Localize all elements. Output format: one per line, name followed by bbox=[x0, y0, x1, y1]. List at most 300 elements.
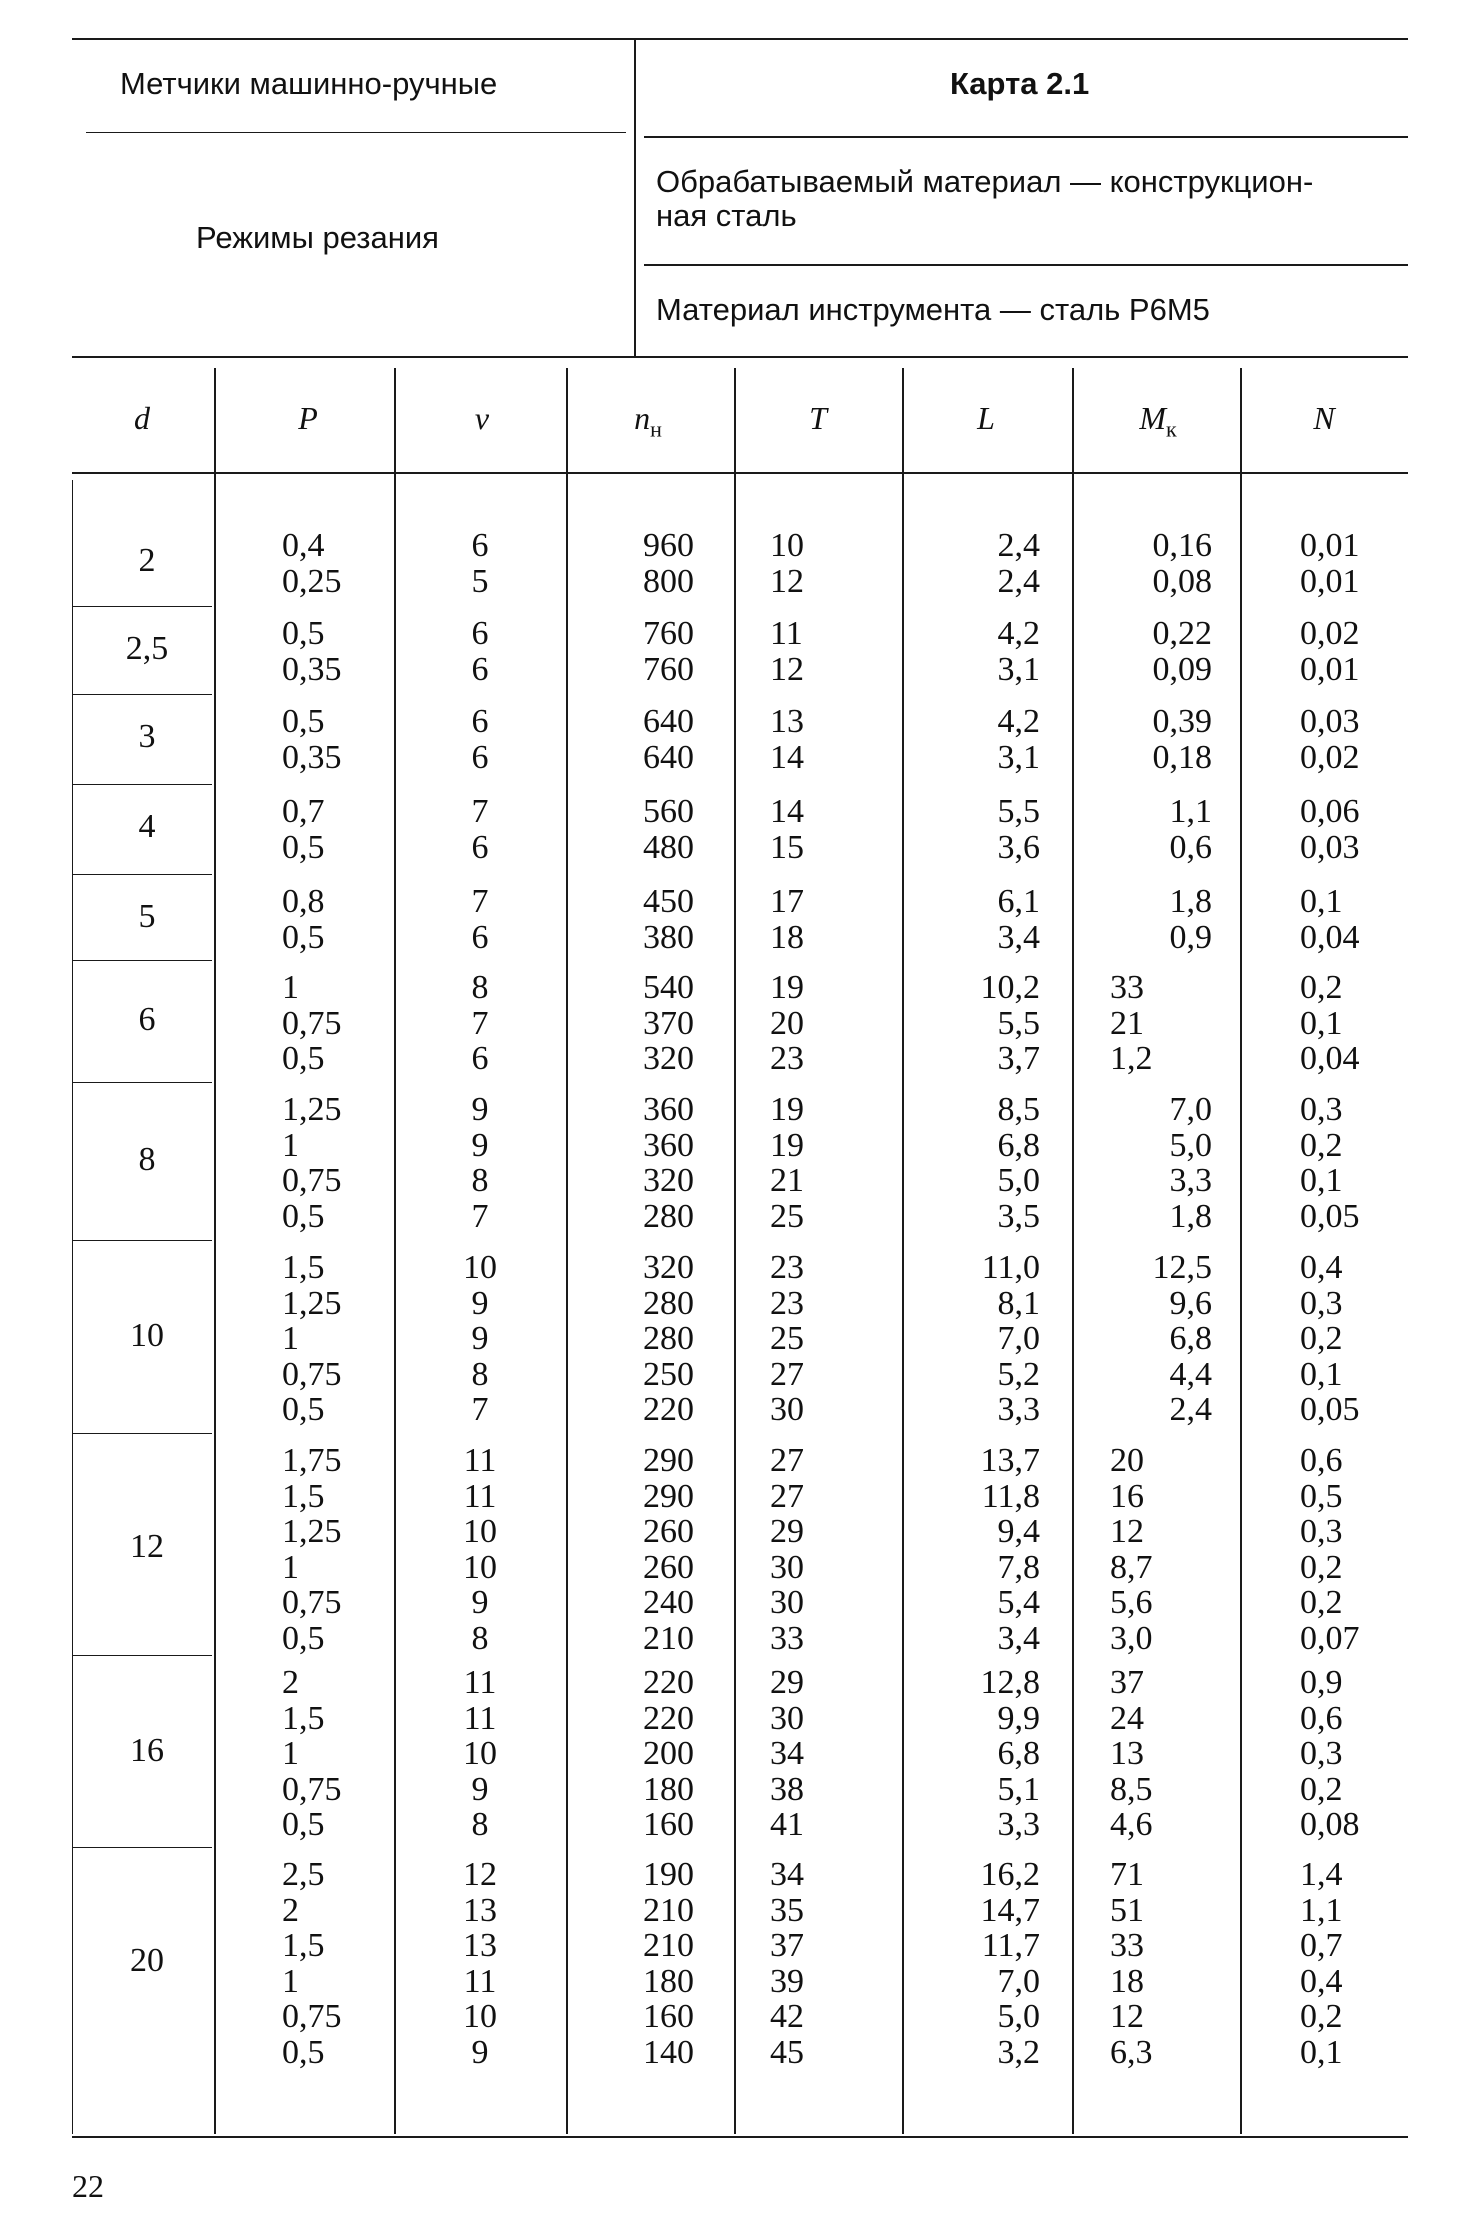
col-head-m-base: M bbox=[1139, 400, 1166, 436]
cell-value: 1,5 bbox=[282, 1477, 325, 1515]
cell-value: 9 bbox=[471, 1584, 489, 1621]
cell-value: 33 bbox=[770, 1619, 804, 1657]
cell-v bbox=[440, 1665, 520, 1843]
cell-value: 8,5 bbox=[1110, 1770, 1153, 1808]
cell-value: 3,0 bbox=[1110, 1619, 1153, 1657]
cell-value: 8 bbox=[471, 969, 489, 1006]
cell-value: 10,2 bbox=[980, 969, 1040, 1006]
row-group-separator bbox=[72, 1433, 212, 1434]
cell-value: 0,6 bbox=[1169, 828, 1212, 866]
cell-value: 160 bbox=[643, 1998, 694, 2035]
cell-value: 6 bbox=[471, 703, 489, 740]
cell-value: 0,2 bbox=[1300, 1770, 1343, 1808]
cell-value: 14,7 bbox=[980, 1891, 1040, 1929]
cell-value: 9 bbox=[471, 1320, 489, 1357]
col-head-T: T bbox=[809, 400, 827, 436]
cell-value: 6 bbox=[471, 527, 489, 564]
cell-value: 11,7 bbox=[981, 1927, 1040, 1964]
cell-value: 4,2 bbox=[997, 615, 1040, 652]
cell-value: 760 bbox=[643, 650, 694, 688]
cell-value: 0,2 bbox=[1300, 1548, 1343, 1586]
cell-value: 1 bbox=[282, 1126, 299, 1164]
cell-L bbox=[940, 1092, 1040, 1234]
cell-T bbox=[770, 1250, 860, 1428]
cell-T bbox=[770, 528, 860, 599]
cell-value: 9 bbox=[471, 1284, 489, 1322]
cell-value: 34 bbox=[770, 1856, 804, 1893]
col-line-4 bbox=[734, 368, 736, 2134]
tool-title: Метчики машинно-ручные bbox=[120, 66, 498, 101]
cell-value: 2 bbox=[282, 1891, 299, 1929]
cell-n bbox=[604, 1665, 694, 1843]
cell-value: 30 bbox=[770, 1699, 804, 1737]
cell-value: 42 bbox=[770, 1998, 804, 2035]
cell-value: 6,3 bbox=[1110, 2033, 1153, 2071]
cell-T bbox=[770, 884, 860, 955]
cell-L bbox=[940, 1665, 1040, 1843]
cell-value: 5,0 bbox=[1169, 1126, 1212, 1164]
cell-M bbox=[1110, 970, 1210, 1077]
cell-value: 34 bbox=[770, 1735, 804, 1772]
cell-L bbox=[940, 1443, 1040, 1656]
cell-n bbox=[604, 970, 694, 1077]
cell-M bbox=[1112, 884, 1212, 955]
cell-value: 30 bbox=[770, 1584, 804, 1621]
cell-T bbox=[770, 1092, 860, 1234]
row-d-value: 8 bbox=[138, 1141, 156, 1178]
cell-value: 8 bbox=[471, 1355, 489, 1393]
cell-value: 7 bbox=[471, 1004, 489, 1042]
cell-T bbox=[770, 1665, 860, 1843]
cell-value: 3,6 bbox=[997, 828, 1040, 866]
cell-value: 13,7 bbox=[980, 1442, 1040, 1479]
cell-T bbox=[770, 794, 860, 865]
cell-value: 190 bbox=[643, 1856, 694, 1893]
cell-value: 4,6 bbox=[1110, 1806, 1153, 1843]
cell-value: 360 bbox=[643, 1091, 694, 1128]
row-d-value: 4 bbox=[138, 807, 156, 845]
cell-value: 2,4 bbox=[997, 562, 1040, 600]
cell-value: 0,5 bbox=[282, 1391, 325, 1428]
cell-value: 0,03 bbox=[1300, 828, 1360, 866]
cell-value: 0,01 bbox=[1300, 527, 1360, 564]
cell-value: 25 bbox=[770, 1320, 804, 1357]
cell-M bbox=[1110, 1857, 1210, 2070]
cell-value: 0,04 bbox=[1300, 1040, 1360, 1077]
row-group-separator bbox=[72, 1082, 212, 1083]
cell-value: 0,05 bbox=[1300, 1197, 1360, 1235]
cell-value: 0,1 bbox=[1300, 1162, 1343, 1199]
cell-value: 35 bbox=[770, 1891, 804, 1929]
cell-P bbox=[282, 528, 372, 599]
cell-value: 0,06 bbox=[1300, 793, 1360, 830]
cell-value: 180 bbox=[643, 1770, 694, 1808]
cell-value: 9,4 bbox=[997, 1513, 1040, 1550]
cell-value: 0,18 bbox=[1152, 738, 1212, 776]
cell-N bbox=[1300, 1857, 1390, 2070]
cell-value: 260 bbox=[643, 1513, 694, 1550]
cell-n bbox=[604, 1857, 694, 2070]
cell-value: 37 bbox=[1110, 1664, 1144, 1701]
table-bottom-rule bbox=[72, 2136, 1408, 2138]
cell-value: 0,1 bbox=[1300, 1355, 1343, 1393]
cell-M bbox=[1112, 528, 1212, 599]
cell-v bbox=[440, 970, 520, 1077]
cell-value: 280 bbox=[643, 1197, 694, 1235]
cell-value: 29 bbox=[770, 1664, 804, 1701]
cell-value: 6,1 bbox=[997, 883, 1040, 920]
cell-value: 8,1 bbox=[997, 1284, 1040, 1322]
cell-value: 6,8 bbox=[1169, 1320, 1212, 1357]
cell-value: 13 bbox=[1110, 1735, 1144, 1772]
cell-value: 0,75 bbox=[282, 1584, 342, 1621]
cell-value: 24 bbox=[1110, 1699, 1144, 1737]
cell-M bbox=[1112, 794, 1212, 865]
cell-value: 1 bbox=[282, 1962, 299, 2000]
cutting-modes-label: Режимы резания bbox=[196, 220, 439, 255]
cell-value: 6 bbox=[471, 828, 489, 866]
cell-value: 220 bbox=[643, 1699, 694, 1737]
cell-value: 0,35 bbox=[282, 650, 342, 688]
cell-value: 450 bbox=[643, 883, 694, 920]
cell-value: 5 bbox=[471, 562, 489, 600]
cell-value: 8 bbox=[471, 1162, 489, 1199]
cell-value: 7,0 bbox=[997, 1962, 1040, 2000]
cell-P bbox=[282, 1250, 372, 1428]
cell-value: 0,5 bbox=[282, 703, 325, 740]
cell-value: 13 bbox=[770, 703, 804, 740]
cell-value: 23 bbox=[770, 1284, 804, 1322]
cell-value: 27 bbox=[770, 1477, 804, 1515]
cell-value: 0,08 bbox=[1152, 562, 1212, 600]
header-rule-right bbox=[644, 136, 1408, 138]
cell-value: 180 bbox=[643, 1962, 694, 2000]
cell-value: 6 bbox=[471, 738, 489, 776]
cell-value: 220 bbox=[643, 1391, 694, 1428]
cell-value: 210 bbox=[643, 1891, 694, 1929]
cell-value: 8,7 bbox=[1110, 1548, 1153, 1586]
cell-value: 7 bbox=[471, 1391, 489, 1428]
cell-value: 3,3 bbox=[997, 1806, 1040, 1843]
col-head-v: v bbox=[474, 400, 490, 436]
cell-value: 9 bbox=[471, 1091, 489, 1128]
cell-value: 17 bbox=[770, 883, 804, 920]
cell-N bbox=[1300, 704, 1390, 775]
cell-value: 0,75 bbox=[282, 1998, 342, 2035]
cell-value: 1,1 bbox=[1169, 793, 1212, 830]
table-top-rule bbox=[72, 356, 1408, 358]
cell-value: 9 bbox=[471, 1126, 489, 1164]
cell-P bbox=[282, 1092, 372, 1234]
cell-L bbox=[940, 884, 1040, 955]
cell-value: 5,1 bbox=[997, 1770, 1040, 1808]
cell-L bbox=[940, 704, 1040, 775]
cell-v bbox=[440, 794, 520, 865]
col-line-3 bbox=[566, 368, 568, 2134]
row-group-separator bbox=[72, 694, 212, 695]
cell-value: 2,4 bbox=[997, 527, 1040, 564]
cell-value: 0,01 bbox=[1300, 650, 1360, 688]
cell-value: 0,1 bbox=[1300, 2033, 1343, 2071]
cell-M bbox=[1112, 616, 1212, 687]
cell-value: 0,5 bbox=[282, 1806, 325, 1843]
cell-value: 0,07 bbox=[1300, 1619, 1360, 1657]
cell-L bbox=[940, 1857, 1040, 2070]
cell-P bbox=[282, 1857, 372, 2070]
cell-value: 11 bbox=[770, 615, 803, 652]
cell-value: 0,75 bbox=[282, 1162, 342, 1199]
cell-value: 4,2 bbox=[997, 703, 1040, 740]
cell-value: 10 bbox=[463, 1249, 497, 1286]
cell-value: 0,39 bbox=[1152, 703, 1212, 740]
cell-value: 6 bbox=[471, 918, 489, 956]
col-head-n-base: n bbox=[634, 400, 651, 436]
col-head-P: P bbox=[298, 400, 318, 436]
cell-L bbox=[940, 794, 1040, 865]
cell-value: 0,6 bbox=[1300, 1442, 1343, 1479]
cell-T bbox=[770, 704, 860, 775]
cell-v bbox=[440, 884, 520, 955]
cell-value: 51 bbox=[1110, 1891, 1144, 1929]
cell-value: 290 bbox=[643, 1442, 694, 1479]
col-line-7 bbox=[1240, 368, 1242, 2134]
cell-value: 12 bbox=[770, 562, 804, 600]
cell-value: 1 bbox=[282, 1735, 299, 1772]
cell-value: 8,5 bbox=[997, 1091, 1040, 1128]
cell-value: 16 bbox=[1110, 1477, 1144, 1515]
cell-value: 71 bbox=[1110, 1856, 1144, 1893]
cell-n bbox=[604, 794, 694, 865]
cell-value: 0,8 bbox=[282, 883, 325, 920]
cell-value: 1 bbox=[282, 1320, 299, 1357]
cell-value: 280 bbox=[643, 1320, 694, 1357]
cell-value: 10 bbox=[463, 1513, 497, 1550]
row-group-separator bbox=[72, 784, 212, 785]
cell-P bbox=[282, 884, 372, 955]
cell-value: 0,03 bbox=[1300, 703, 1360, 740]
top-rule bbox=[72, 38, 1408, 40]
cell-value: 1,75 bbox=[282, 1442, 342, 1479]
cell-L bbox=[940, 616, 1040, 687]
cell-value: 1,5 bbox=[282, 1249, 325, 1286]
cell-value: 12 bbox=[1110, 1998, 1144, 2035]
cell-value: 23 bbox=[770, 1249, 804, 1286]
cell-value: 0,6 bbox=[1300, 1699, 1343, 1737]
cell-value: 1 bbox=[282, 969, 299, 1006]
cell-value: 320 bbox=[643, 1162, 694, 1199]
cell-value: 38 bbox=[770, 1770, 804, 1808]
cell-value: 0,2 bbox=[1300, 969, 1343, 1006]
cell-value: 8 bbox=[471, 1806, 489, 1843]
row-d-value: 20 bbox=[130, 1941, 164, 1979]
cell-value: 0,4 bbox=[282, 527, 325, 564]
cell-value: 560 bbox=[643, 793, 694, 830]
cell-value: 19 bbox=[770, 969, 804, 1006]
header-rule-left bbox=[86, 132, 626, 133]
cell-value: 4,4 bbox=[1169, 1355, 1212, 1393]
cell-value: 0,9 bbox=[1300, 1664, 1343, 1701]
cell-value: 0,2 bbox=[1300, 1320, 1343, 1357]
cell-value: 5,0 bbox=[997, 1162, 1040, 1199]
cell-value: 200 bbox=[643, 1735, 694, 1772]
cell-value: 3,4 bbox=[997, 918, 1040, 956]
cell-N bbox=[1300, 1092, 1390, 1234]
cell-value: 6,8 bbox=[997, 1126, 1040, 1164]
cell-value: 0,08 bbox=[1300, 1806, 1360, 1843]
cell-N bbox=[1300, 528, 1390, 599]
cell-P bbox=[282, 970, 372, 1077]
col-head-d: d bbox=[134, 400, 150, 436]
row-d-value: 2,5 bbox=[125, 629, 169, 667]
cell-P bbox=[282, 794, 372, 865]
cell-v bbox=[440, 1092, 520, 1234]
cell-value: 33 bbox=[1110, 1927, 1144, 1964]
cell-value: 13 bbox=[463, 1891, 497, 1929]
col-line-5 bbox=[902, 368, 904, 2134]
cell-value: 0,05 bbox=[1300, 1391, 1360, 1428]
cell-value: 0,7 bbox=[282, 793, 325, 830]
cell-value: 3,3 bbox=[997, 1391, 1040, 1428]
cell-value: 0,3 bbox=[1300, 1513, 1343, 1550]
cell-value: 3,7 bbox=[997, 1040, 1040, 1077]
col-head-L: L bbox=[977, 400, 995, 436]
cell-value: 0,3 bbox=[1300, 1091, 1343, 1128]
cell-value: 5,0 bbox=[997, 1998, 1040, 2035]
cell-value: 21 bbox=[770, 1162, 804, 1199]
row-d-value: 3 bbox=[138, 717, 156, 755]
cell-value: 1,8 bbox=[1169, 883, 1212, 920]
cell-value: 0,5 bbox=[282, 918, 325, 956]
cell-value: 640 bbox=[643, 738, 694, 776]
cell-value: 7,0 bbox=[1169, 1091, 1212, 1128]
cell-value: 280 bbox=[643, 1284, 694, 1322]
cell-value: 0,5 bbox=[282, 828, 325, 866]
cell-value: 240 bbox=[643, 1584, 694, 1621]
cell-value: 0,75 bbox=[282, 1355, 342, 1393]
cell-M bbox=[1110, 1665, 1210, 1843]
row-d-value: 16 bbox=[130, 1731, 164, 1769]
row-d-value: 2 bbox=[138, 541, 156, 579]
cell-value: 760 bbox=[643, 615, 694, 652]
cell-value: 7,8 bbox=[997, 1548, 1040, 1586]
cell-value: 140 bbox=[643, 2033, 694, 2071]
row-group-separator bbox=[72, 606, 212, 607]
cell-value: 1,5 bbox=[282, 1927, 325, 1964]
cell-value: 0,5 bbox=[282, 2033, 325, 2071]
cell-value: 7 bbox=[471, 883, 489, 920]
cell-value: 11,8 bbox=[981, 1477, 1040, 1515]
cell-value: 800 bbox=[643, 562, 694, 600]
cell-value: 20 bbox=[1110, 1442, 1144, 1479]
cell-value: 1,25 bbox=[282, 1284, 342, 1322]
cell-n bbox=[604, 616, 694, 687]
cell-value: 2 bbox=[282, 1664, 299, 1701]
cell-value: 45 bbox=[770, 2033, 804, 2071]
cell-value: 1,25 bbox=[282, 1513, 342, 1550]
cell-P bbox=[282, 704, 372, 775]
cell-value: 6 bbox=[471, 615, 489, 652]
cell-T bbox=[770, 1443, 860, 1656]
cell-N bbox=[1300, 1665, 1390, 1843]
cell-value: 0,2 bbox=[1300, 1584, 1343, 1621]
cell-L bbox=[940, 528, 1040, 599]
cell-M bbox=[1112, 1092, 1212, 1234]
cell-value: 210 bbox=[643, 1927, 694, 1964]
cell-n bbox=[604, 1250, 694, 1428]
cell-value: 5,4 bbox=[997, 1584, 1040, 1621]
cell-value: 0,5 bbox=[282, 615, 325, 652]
cell-value: 7 bbox=[471, 1197, 489, 1235]
cell-value: 480 bbox=[643, 828, 694, 866]
row-d-value: 12 bbox=[130, 1527, 164, 1565]
cell-N bbox=[1300, 1250, 1390, 1428]
cell-N bbox=[1300, 794, 1390, 865]
col-head-n bbox=[634, 400, 662, 442]
cell-value: 0,1 bbox=[1300, 1004, 1343, 1042]
cell-L bbox=[940, 970, 1040, 1077]
cell-value: 0,02 bbox=[1300, 738, 1360, 776]
cell-value: 3,2 bbox=[997, 2033, 1040, 2071]
cell-value: 6 bbox=[471, 1040, 489, 1077]
row-group-separator bbox=[72, 1847, 212, 1848]
cell-value: 9,9 bbox=[997, 1699, 1040, 1737]
cell-value: 39 bbox=[770, 1962, 804, 2000]
cell-value: 1,5 bbox=[282, 1699, 325, 1737]
cell-value: 1,4 bbox=[1300, 1856, 1343, 1893]
cell-value: 0,5 bbox=[282, 1040, 325, 1077]
cell-value: 0,4 bbox=[1300, 1249, 1343, 1286]
cell-value: 30 bbox=[770, 1391, 804, 1428]
row-group-separator bbox=[72, 1655, 212, 1656]
cell-n bbox=[604, 884, 694, 955]
cell-value: 27 bbox=[770, 1442, 804, 1479]
cell-value: 160 bbox=[643, 1806, 694, 1843]
cell-value: 1,25 bbox=[282, 1091, 342, 1128]
cell-value: 6 bbox=[471, 650, 489, 688]
row-group-separator bbox=[72, 960, 212, 961]
cell-value: 41 bbox=[770, 1806, 804, 1843]
cell-value: 220 bbox=[643, 1664, 694, 1701]
cell-value: 380 bbox=[643, 918, 694, 956]
cell-L bbox=[940, 1250, 1040, 1428]
cell-value: 11 bbox=[463, 1477, 497, 1515]
cell-value: 27 bbox=[770, 1355, 804, 1393]
cell-value: 10 bbox=[463, 1548, 497, 1586]
cell-value: 37 bbox=[770, 1927, 804, 1964]
cell-value: 19 bbox=[770, 1126, 804, 1164]
cell-value: 7 bbox=[471, 793, 489, 830]
cell-value: 15 bbox=[770, 828, 804, 866]
cell-value: 0,2 bbox=[1300, 1126, 1343, 1164]
cell-value: 1 bbox=[282, 1548, 299, 1586]
cell-value: 3,3 bbox=[1169, 1162, 1212, 1199]
cell-value: 12 bbox=[463, 1856, 497, 1893]
cell-value: 250 bbox=[643, 1355, 694, 1393]
header-rule-mid bbox=[644, 264, 1408, 266]
row-d-value: 5 bbox=[138, 897, 156, 935]
cell-value: 11 bbox=[463, 1699, 497, 1737]
cell-n bbox=[604, 704, 694, 775]
cell-value: 260 bbox=[643, 1548, 694, 1586]
cell-value: 5,5 bbox=[997, 1004, 1040, 1042]
cell-value: 2,4 bbox=[1169, 1391, 1212, 1428]
row-d-value: 10 bbox=[130, 1316, 164, 1354]
col-head-M bbox=[1139, 400, 1176, 442]
cell-value: 9,6 bbox=[1169, 1284, 1212, 1322]
cell-value: 5,5 bbox=[997, 793, 1040, 830]
cell-value: 10 bbox=[463, 1735, 497, 1772]
col-head-m-sub: к bbox=[1165, 416, 1177, 442]
